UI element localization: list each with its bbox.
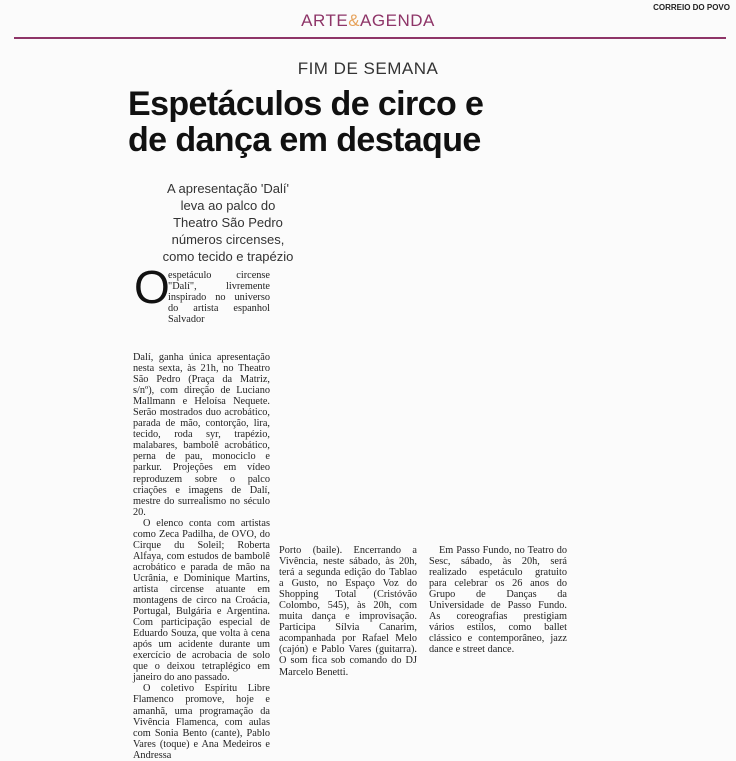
paragraph-1: Dalí, ganha única apresentação nesta sexta, às 21h, no Theatro São Pedro (Praça da Matriz, s/nº), com direção de Luciano Mallmann e Heloísa Nequete. Serão mostrados duo acrobático, parada de mão, contorção, lira, tecido, roda syr, trapézio, malabares, bambolê acrobático, perna de pau, monociclo e parkur. Projeções em vídeo reproduzem sobre o palco criações e imagens de Dalí, mestre do surrealismo no século 20. [133,352,270,518]
article-subtitle [148,180,308,265]
subtitle-line-1: A apresentação 'Dalí' [166,181,290,196]
newspaper-name: CORREIO DO POVO [653,3,730,12]
paragraph-3-continued: Porto (baile). Encerrando a Vivência, neste sábado, às 20h, terá a segunda edição do Tablao a Gusto, no Espaço Voz do Shopping Total (Cristóvão Colombo, 545), às 20h, com muita dança e improvisação. Participa Sílvia Canarim, acompanhada por Rafael Melo (cajón) e Pablo Vares (guitarra). O som fica sob comando do DJ Marcelo Benetti. [279,545,417,678]
article-column-1-intro [168,270,270,325]
subtitle-line-4: números circenses, [171,232,285,247]
section-divider [14,37,726,39]
article-column-3 [429,545,567,655]
subtitle-line-2: leva ao palco do [180,198,276,213]
subtitle-line-3: Theatro São Pedro [173,215,283,230]
paragraph-3: O coletivo Espíritu Libre Flamenco promove, hoje e amanhã, uma programação da Vivência Flamenca, com aulas com Sonia Bento (cante), Pablo Vares (toque) e Ana Medeiros e Andressa [133,683,270,761]
article-column-1 [133,352,270,761]
headline-line-2: de dança em destaque [128,121,481,159]
section-title [0,11,736,31]
section-title-ampersand: & [348,11,361,30]
subtitle-line-5: como tecido e trapézio [162,249,294,264]
paragraph-4: Em Passo Fundo, no Teatro do Sesc, sábado, às 20h, será realizado espetáculo gratuito para celebrar os 26 anos do Grupo de Danças da Universidade de Passo Fundo. As coreografias prestigiam vários estilos, como ballet clássico e contemporâneo, jazz dance e street dance. [429,545,567,656]
article-column-2 [279,545,417,678]
section-title-part2: AGENDA [360,11,435,30]
headline-line-1: Espetáculos de circo e [128,85,484,123]
article-kicker: FIM DE SEMANA [297,59,439,78]
article-headline [128,86,568,158]
section-title-part1: ARTE [301,11,349,30]
drop-cap: O [134,261,170,313]
paragraph-1-intro: espetáculo circense "Dalí", livremente inspirado no universo do artista espanhol Salvador [168,270,270,326]
paragraph-2: O elenco conta com artistas como Zeca Padilha, de OVO, do Cirque du Soleil; Roberta Alfaya, com estudos de bambolê acrobático e parada de mão na Ucrânia, e Dominique Martins, artista circense atuante em montagens de circo na Croácia, Portugal, Bulgária e Argentina. Com participação especial de Eduardo Souza, que volta à cena após um acidente durante um exercício de acrobacia de solo que o deixou tetraplégico em janeiro do ano passado. [133,517,270,684]
